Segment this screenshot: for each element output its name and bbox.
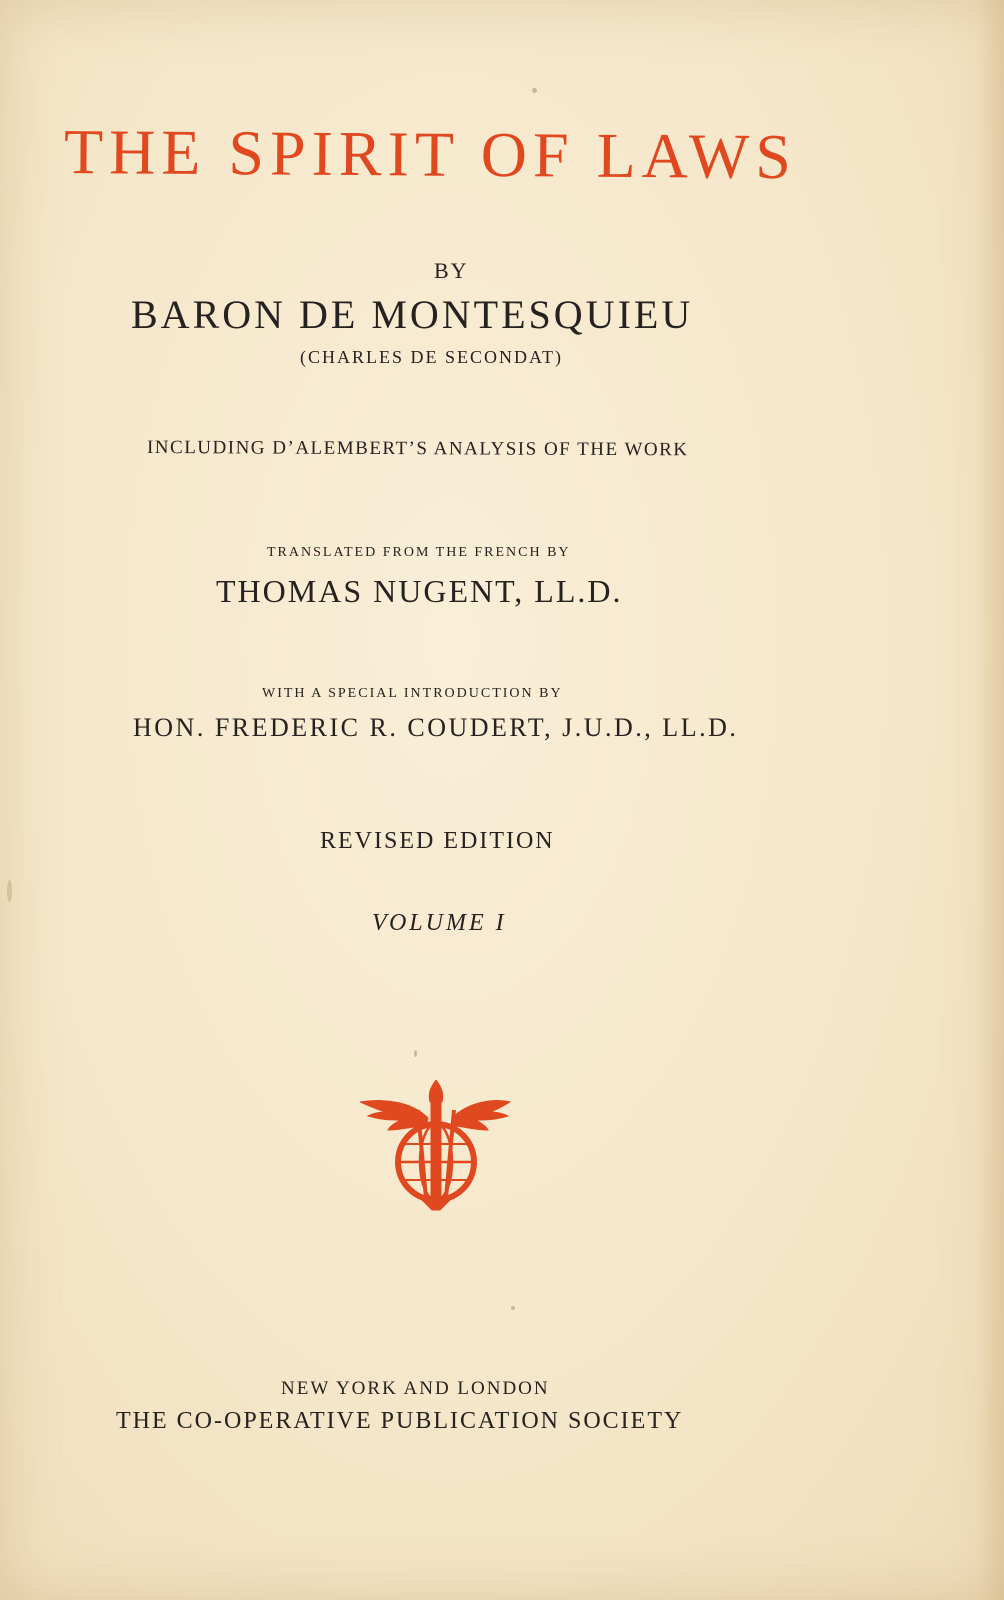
edition-label: REVISED EDITION: [320, 828, 555, 854]
volume-label: VOLUME I: [372, 910, 507, 936]
by-line: BY: [434, 258, 469, 283]
translated-by-label: TRANSLATED FROM THE FRENCH BY: [267, 545, 571, 560]
paper-spot: [414, 1050, 417, 1057]
paper-spot: [511, 1306, 515, 1310]
book-title: THE SPIRIT OF LAWS: [63, 116, 798, 193]
paper-stain: [7, 880, 12, 902]
including-note: INCLUDING D’ALEMBERT’S ANALYSIS OF THE WORK: [146, 437, 689, 461]
page-edge-shadow: [978, 0, 1004, 1600]
winged-globe-torch-emblem-icon: [360, 1080, 520, 1220]
translator-name: THOMAS NUGENT, LL.D.: [216, 573, 623, 609]
author-name: BARON DE MONTESQUIEU: [131, 292, 694, 337]
introducer-name: HON. FREDERIC R. COUDERT, J.U.D., LL.D.: [133, 713, 739, 742]
introduction-by-label: WITH A SPECIAL INTRODUCTION BY: [262, 686, 563, 701]
author-real-name: (CHARLES DE SECONDAT): [300, 347, 564, 367]
publisher-name: THE CO-OPERATIVE PUBLICATION SOCIETY: [116, 1408, 684, 1434]
paper-spot: [532, 88, 537, 93]
publication-place: NEW YORK AND LONDON: [281, 1378, 550, 1399]
